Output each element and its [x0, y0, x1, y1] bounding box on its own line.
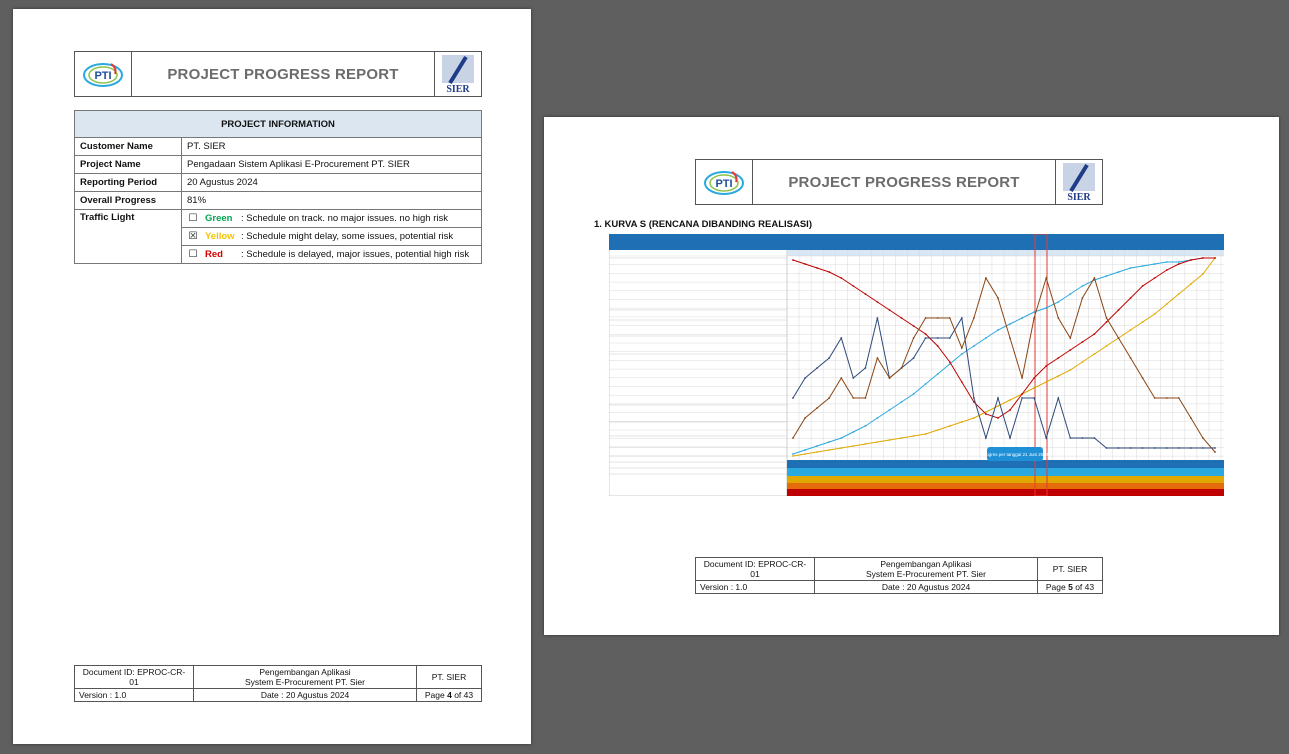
series-point: [1202, 257, 1204, 259]
series-point: [804, 377, 806, 379]
series-point: [1045, 277, 1047, 279]
series-point: [973, 417, 975, 419]
series-point: [792, 455, 794, 457]
series-point: [1214, 257, 1216, 259]
series-point: [1094, 333, 1096, 335]
series-point: [997, 297, 999, 299]
overall-progress-label: Overall Progress: [75, 192, 182, 210]
series-point: [1178, 261, 1180, 263]
series-point: [901, 317, 903, 319]
series-point: [1190, 417, 1192, 419]
series-point: [1009, 409, 1011, 411]
series-point: [913, 337, 915, 339]
report-title: PROJECT PROGRESS REPORT: [132, 52, 435, 97]
series-point: [1094, 277, 1096, 279]
series-point: [949, 425, 951, 427]
document-page-4: [13, 9, 531, 744]
series-point: [1057, 301, 1059, 303]
footer-page: Page 5 of 43: [1038, 581, 1103, 594]
series-point: [889, 439, 891, 441]
traffic-light-label: Traffic Light: [75, 210, 182, 264]
series-point: [804, 453, 806, 455]
series-point: [1142, 377, 1144, 379]
series-point: [997, 397, 999, 399]
series-point: [1045, 381, 1047, 383]
series-point: [1069, 369, 1071, 371]
series-point: [889, 409, 891, 411]
series-point: [1057, 397, 1059, 399]
series-point: [852, 397, 854, 399]
series-point: [913, 393, 915, 395]
pti-logo: [75, 58, 131, 90]
series-point: [1069, 349, 1071, 351]
traffic-yellow-desc: : Schedule might delay, some issues, potential risk: [241, 231, 454, 242]
series-point: [937, 429, 939, 431]
series-point: [1142, 285, 1144, 287]
series-point: [852, 445, 854, 447]
series-point: [1142, 447, 1144, 449]
series-point: [828, 397, 830, 399]
footer-doc-id: Document ID: EPROC-CR-01: [696, 558, 815, 581]
checkbox-red[interactable]: ☐: [188, 249, 198, 260]
series-point: [973, 397, 975, 399]
series-point: [1130, 357, 1132, 359]
series-point: [985, 413, 987, 415]
series-point: [1154, 447, 1156, 449]
series-point: [1178, 263, 1180, 265]
series-point: [840, 437, 842, 439]
traffic-red-desc: : Schedule is delayed, major issues, potential high risk: [241, 249, 470, 260]
series-point: [1082, 437, 1084, 439]
series-point: [1069, 337, 1071, 339]
series-point: [1202, 273, 1204, 275]
traffic-yellow-name: Yellow: [205, 231, 235, 242]
progress-callout: Progres per tanggal 21 Juni 2024: [981, 452, 1049, 457]
svg-text:SIER: SIER: [1067, 192, 1091, 203]
series-point: [852, 285, 854, 287]
series-point: [1033, 387, 1035, 389]
project-name-label: Project Name: [75, 156, 182, 174]
series-point: [877, 441, 879, 443]
page5-footer: [695, 557, 1103, 594]
series-point: [1142, 321, 1144, 323]
series-point: [792, 437, 794, 439]
traffic-green-row: [182, 210, 482, 228]
series-point: [865, 367, 867, 369]
series-point: [973, 317, 975, 319]
series-point: [1069, 437, 1071, 439]
series-point: [937, 373, 939, 375]
series-point: [913, 357, 915, 359]
series-point: [816, 407, 818, 409]
series-point: [877, 301, 879, 303]
series-point: [1166, 397, 1168, 399]
series-point: [865, 425, 867, 427]
series-point: [925, 337, 927, 339]
series-point: [852, 377, 854, 379]
series-point: [816, 451, 818, 453]
series-point: [949, 337, 951, 339]
series-point: [997, 329, 999, 331]
kurva-s-svg: [609, 234, 1224, 496]
document-page-5: [544, 117, 1279, 635]
series-point: [1021, 377, 1023, 379]
series-point: [1082, 341, 1084, 343]
series-point: [877, 317, 879, 319]
footer-date: Date : 20 Agustus 2024: [194, 689, 417, 702]
series-point: [804, 263, 806, 265]
series-point: [985, 277, 987, 279]
series-point: [1178, 447, 1180, 449]
series-point: [961, 381, 963, 383]
series-point: [925, 317, 927, 319]
series-point: [1033, 397, 1035, 399]
series-point: [1045, 437, 1047, 439]
series-point: [925, 333, 927, 335]
footer-version: Version : 1.0: [75, 689, 194, 702]
series-point: [997, 405, 999, 407]
footer-doc-id: Document ID: EPROC-CR-01: [75, 666, 194, 689]
checkbox-green[interactable]: ☐: [188, 213, 198, 224]
series-point: [1094, 353, 1096, 355]
report-header-p5: [695, 159, 1103, 205]
series-point: [1106, 345, 1108, 347]
series-point: [804, 449, 806, 451]
series-point: [1142, 265, 1144, 267]
series-point: [925, 433, 927, 435]
sier-logo: [435, 53, 481, 95]
series-point: [1154, 263, 1156, 265]
traffic-green-desc: : Schedule on track. no major issues. no high risk: [241, 213, 448, 224]
series-point: [901, 401, 903, 403]
series-point: [816, 367, 818, 369]
series-point: [1154, 277, 1156, 279]
series-point: [865, 443, 867, 445]
series-point: [792, 259, 794, 261]
series-point: [985, 411, 987, 413]
pti-logo: [696, 166, 752, 198]
footer-page: Page 4 of 43: [417, 689, 482, 702]
series-point: [828, 357, 830, 359]
series-point: [937, 345, 939, 347]
series-point: [997, 417, 999, 419]
series-point: [1021, 317, 1023, 319]
series-point: [985, 337, 987, 339]
series-point: [1130, 267, 1132, 269]
series-point: [1009, 323, 1011, 325]
traffic-red-row: [182, 246, 482, 264]
traffic-red-name: Red: [205, 249, 223, 260]
page4-footer: [74, 665, 482, 702]
series-point: [840, 447, 842, 449]
series-point: [985, 437, 987, 439]
report-header: [74, 51, 482, 97]
series-point: [1033, 311, 1035, 313]
series-point: [961, 353, 963, 355]
svg-text:SIER: SIER: [446, 84, 470, 95]
series-point: [1118, 271, 1120, 273]
kurva-s-chart: [609, 234, 1224, 496]
series-point: [1154, 313, 1156, 315]
series-point: [877, 417, 879, 419]
overall-progress-value: 81%: [182, 192, 482, 210]
footer-project: Pengembangan Aplikasi System E-Procurement PT. Sier: [194, 666, 417, 689]
series-point: [1082, 361, 1084, 363]
series-point: [1021, 393, 1023, 395]
reporting-period-value: 20 Agustus 2024: [182, 174, 482, 192]
series-point: [1118, 337, 1120, 339]
series-point: [852, 431, 854, 433]
series-point: [949, 317, 951, 319]
series-point: [1166, 269, 1168, 271]
report-title: PROJECT PROGRESS REPORT: [753, 160, 1056, 205]
series-point: [1130, 297, 1132, 299]
series-point: [816, 445, 818, 447]
customer-name-value: PT. SIER: [182, 138, 482, 156]
reporting-period-label: Reporting Period: [75, 174, 182, 192]
series-point: [804, 417, 806, 419]
series-point: [840, 377, 842, 379]
series-point: [1106, 275, 1108, 277]
series-point: [1118, 309, 1120, 311]
series-point: [840, 277, 842, 279]
series-point: [961, 421, 963, 423]
series-point: [925, 383, 927, 385]
series-point: [865, 293, 867, 295]
traffic-yellow-row: [182, 228, 482, 246]
series-point: [1106, 317, 1108, 319]
series-point: [1202, 437, 1204, 439]
series-point: [1057, 357, 1059, 359]
series-point: [889, 309, 891, 311]
series-point: [1166, 447, 1168, 449]
project-information-table: [74, 110, 482, 264]
series-point: [1082, 297, 1084, 299]
series-point: [1106, 321, 1108, 323]
series-point: [1190, 259, 1192, 261]
series-point: [913, 325, 915, 327]
series-point: [1033, 377, 1035, 379]
series-point: [1021, 397, 1023, 399]
footer-project: Pengembangan Aplikasi System E-Procurement PT. Sier: [815, 558, 1038, 581]
series-point: [1057, 375, 1059, 377]
series-point: [1154, 397, 1156, 399]
svg-text:PTI: PTI: [94, 70, 112, 82]
series-point: [1214, 451, 1216, 453]
customer-name-label: Customer Name: [75, 138, 182, 156]
section-title: 1. KURVA S (RENCANA DIBANDING REALISASI): [594, 219, 812, 230]
series-point: [1166, 261, 1168, 263]
series-point: [792, 397, 794, 399]
series-point: [840, 337, 842, 339]
series-point: [1057, 317, 1059, 319]
series-point: [1009, 399, 1011, 401]
series-point: [1202, 447, 1204, 449]
series-point: [828, 271, 830, 273]
series-point: [1166, 303, 1168, 305]
series-point: [1178, 397, 1180, 399]
footer-company: PT. SIER: [417, 666, 482, 689]
series-point: [949, 361, 951, 363]
series-point: [1214, 447, 1216, 449]
series-point: [901, 367, 903, 369]
series-point: [1069, 293, 1071, 295]
sier-logo: [1056, 161, 1102, 203]
series-point: [1009, 337, 1011, 339]
series-point: [973, 345, 975, 347]
series-point: [1045, 365, 1047, 367]
series-point: [1130, 447, 1132, 449]
series-point: [877, 357, 879, 359]
svg-text:PTI: PTI: [715, 178, 733, 190]
traffic-green-name: Green: [205, 213, 233, 224]
series-point: [1082, 285, 1084, 287]
series-point: [961, 317, 963, 319]
series-point: [961, 347, 963, 349]
series-point: [828, 441, 830, 443]
series-point: [865, 397, 867, 399]
series-point: [1009, 437, 1011, 439]
series-point: [792, 453, 794, 455]
series-point: [1190, 447, 1192, 449]
series-point: [937, 317, 939, 319]
series-point: [1118, 447, 1120, 449]
series-point: [1106, 447, 1108, 449]
series-point: [1033, 317, 1035, 319]
series-point: [1190, 283, 1192, 285]
series-point: [913, 435, 915, 437]
series-point: [937, 337, 939, 339]
info-header: PROJECT INFORMATION: [75, 111, 482, 138]
series-point: [1094, 437, 1096, 439]
project-name-value: Pengadaan Sistem Aplikasi E-Procurement PT. SIER: [182, 156, 482, 174]
series-point: [828, 449, 830, 451]
footer-company: PT. SIER: [1038, 558, 1103, 581]
series-point: [901, 437, 903, 439]
series-point: [1178, 293, 1180, 295]
series-point: [816, 267, 818, 269]
series-point: [1130, 329, 1132, 331]
footer-date: Date : 20 Agustus 2024: [815, 581, 1038, 594]
footer-version: Version : 1.0: [696, 581, 815, 594]
series-point: [1045, 307, 1047, 309]
checkbox-yellow[interactable]: ☒: [188, 231, 198, 242]
series-point: [889, 377, 891, 379]
